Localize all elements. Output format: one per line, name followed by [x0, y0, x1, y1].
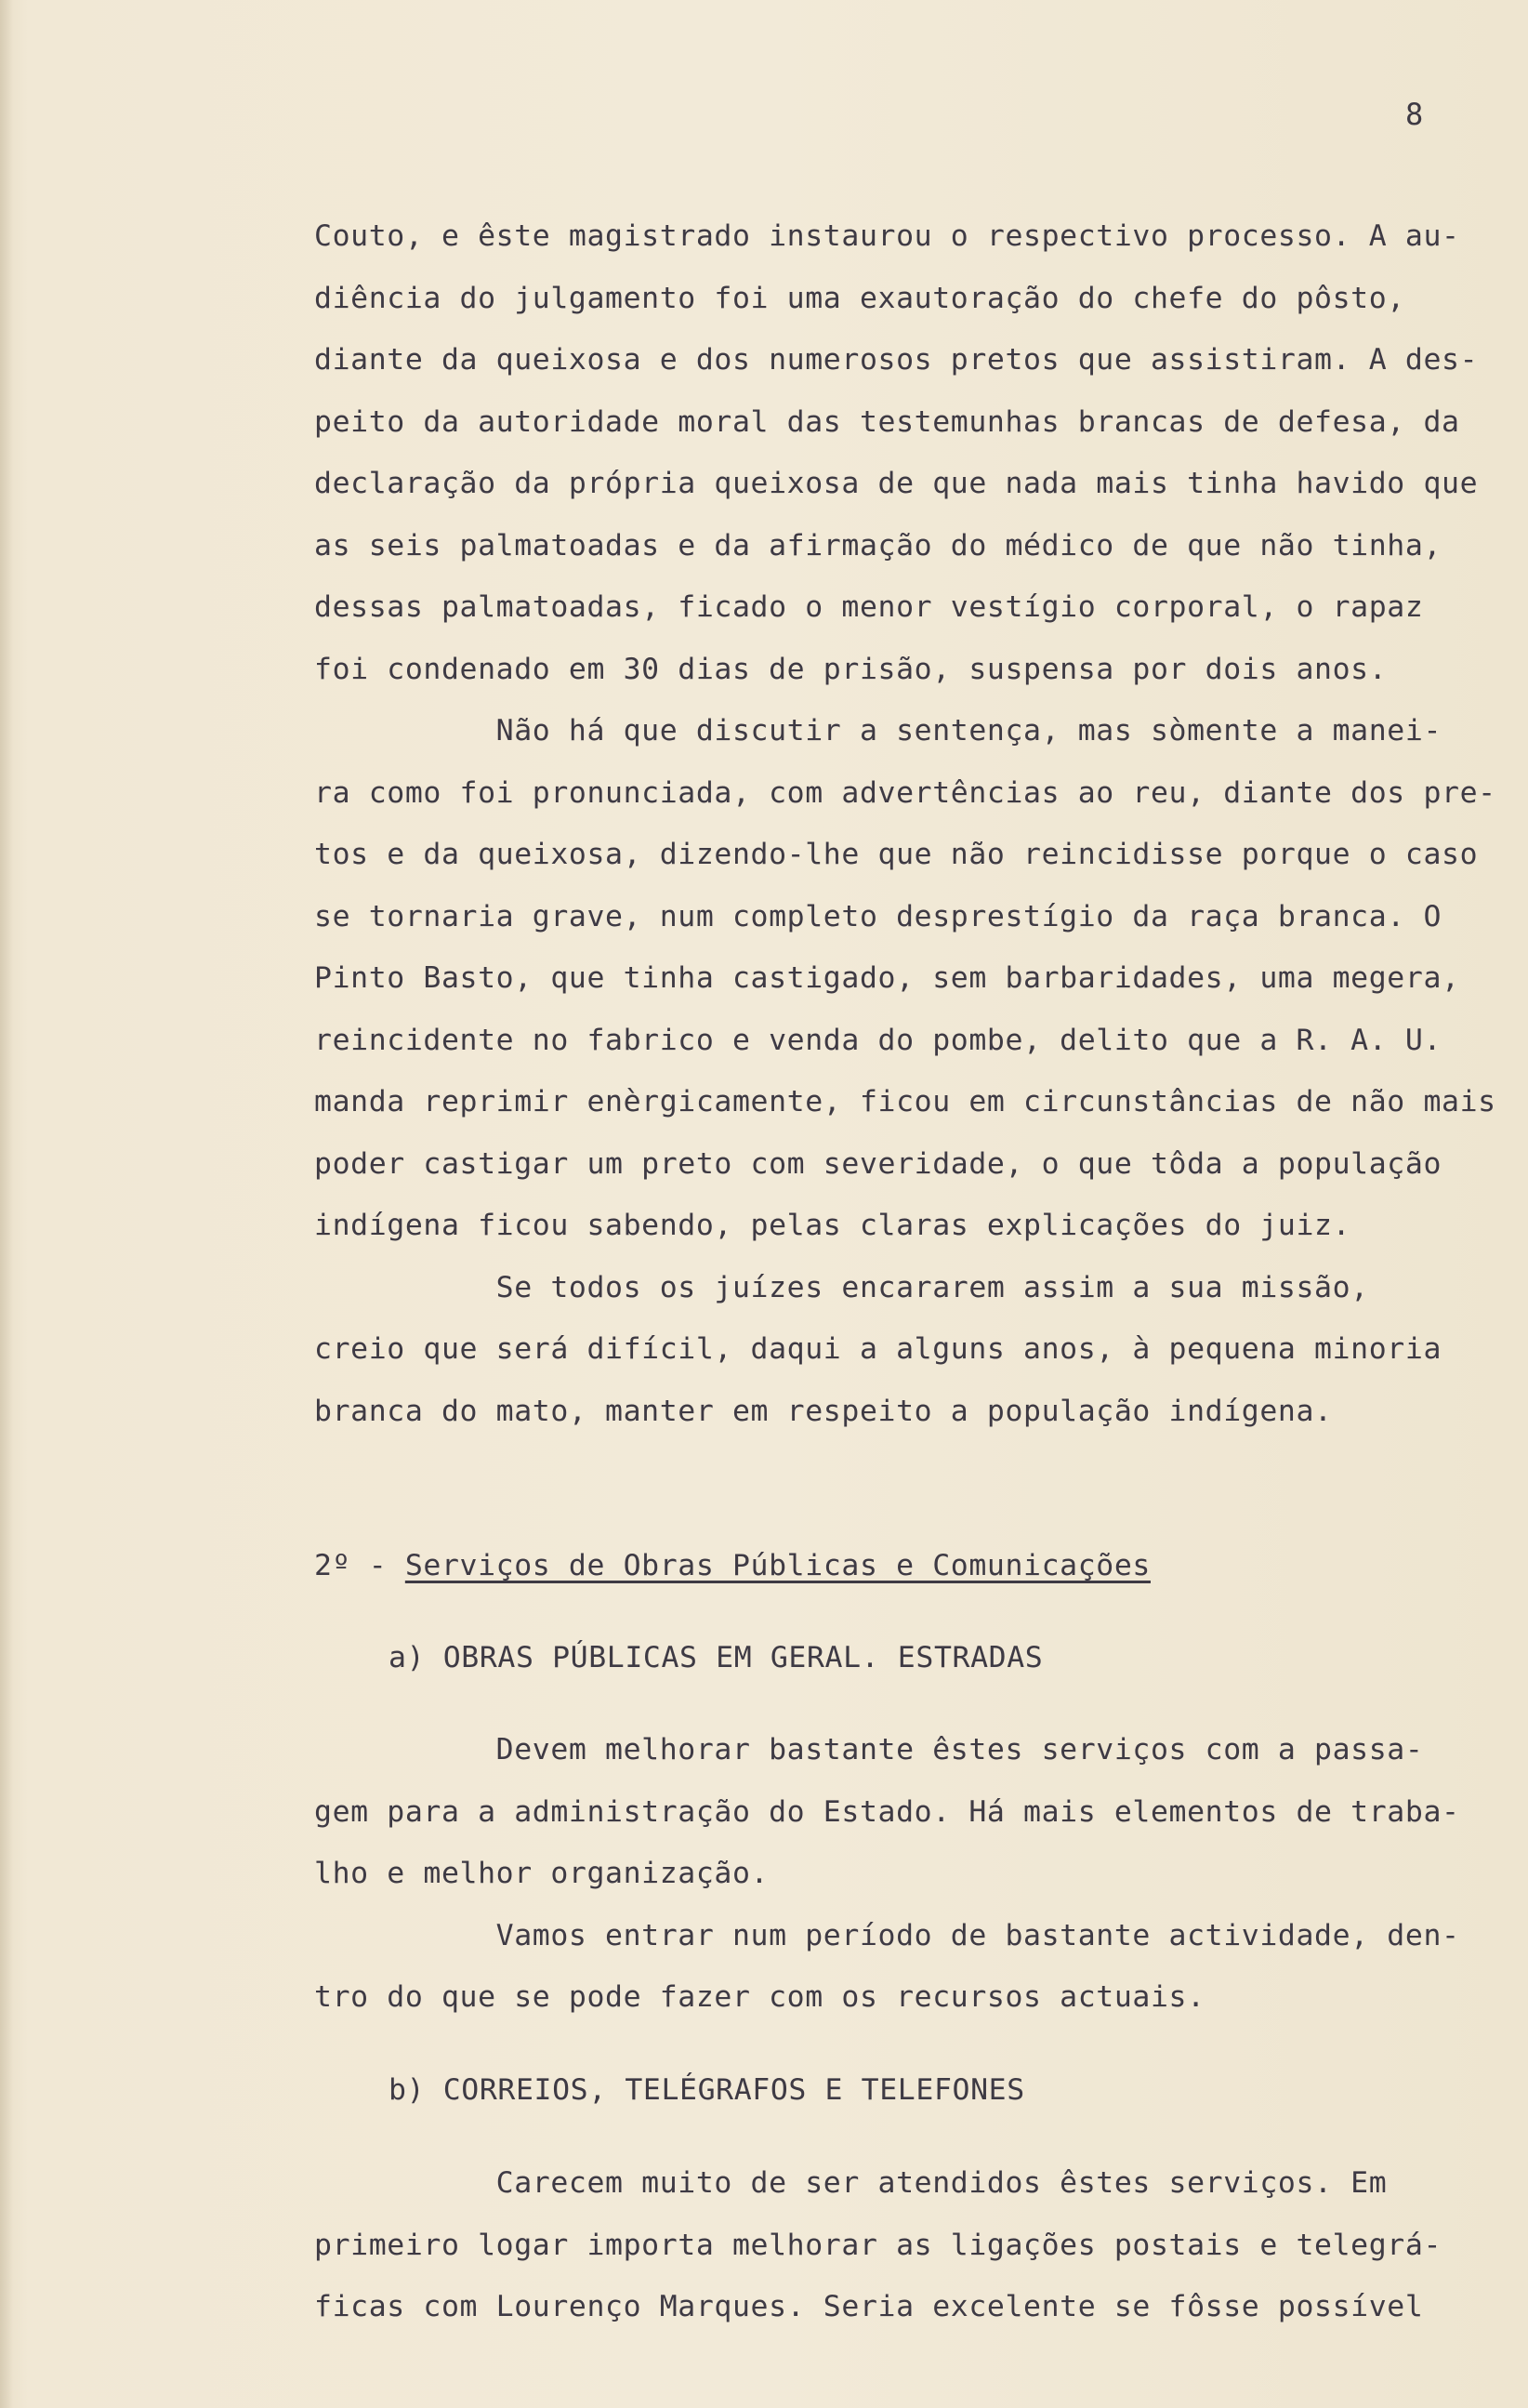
- text-line: as seis palmatoadas e da afirmação do médico de que não tinha,: [314, 529, 1442, 562]
- text-line: Não há que discutir a sentença, mas sòmente a manei-: [314, 714, 1442, 748]
- text-line: primeiro logar importa melhorar as ligações postais e telegrá-: [314, 2229, 1442, 2262]
- subsection-heading-a: a) OBRAS PÚBLICAS EM GERAL. ESTRADAS: [389, 1641, 1044, 1674]
- text-line: Devem melhorar bastante êstes serviços com a passa-: [314, 1733, 1424, 1766]
- text-line: creio que será difícil, daqui a alguns anos, à pequena minoria: [314, 1332, 1442, 1366]
- text-line: branca do mato, manter em respeito a população indígena.: [314, 1395, 1333, 1428]
- section-number: 2º -: [314, 1549, 405, 1582]
- page-number: 8: [1405, 97, 1425, 132]
- text-line: gem para a administração do Estado. Há mais elementos de traba-: [314, 1795, 1460, 1829]
- subsection-heading-b: b) CORREIOS, TELÉGRAFOS E TELEFONES: [389, 2073, 1025, 2107]
- text-line: manda reprimir enèrgicamente, ficou em circunstâncias de não mais: [314, 1085, 1496, 1118]
- section-title: Serviços de Obras Públicas e Comunicações: [404, 1549, 1151, 1582]
- text-line: Couto, e êste magistrado instaurou o respectivo processo. A au-: [314, 219, 1460, 253]
- text-line: foi condenado em 30 dias de prisão, suspensa por dois anos.: [314, 653, 1388, 686]
- text-line: diência do julgamento foi uma exautoração do chefe do pôsto,: [314, 282, 1405, 315]
- text-line: tro do que se pode fazer com os recursos actuais.: [314, 1980, 1205, 2014]
- text-line: indígena ficou sabendo, pelas claras explicações do juiz.: [314, 1209, 1351, 1242]
- text-line: ficas com Lourenço Marques. Seria excelente se fôsse possível: [314, 2290, 1424, 2323]
- text-line: reincidente no fabrico e venda do pombe, delito que a R. A. U.: [314, 1024, 1442, 1057]
- text-line: Vamos entrar num período de bastante actividade, den-: [314, 1919, 1460, 1952]
- text-line: poder castigar um preto com severidade, o que tôda a população: [314, 1147, 1442, 1181]
- text-line: peito da autoridade moral das testemunhas brancas de defesa, da: [314, 405, 1460, 439]
- text-line: se tornaria grave, num completo desprestígio da raça branca. O: [314, 900, 1442, 933]
- text-line: dessas palmatoadas, ficado o menor vestígio corporal, o rapaz: [314, 590, 1424, 624]
- text-line: Carecem muito de ser atendidos êstes serviços. Em: [314, 2166, 1388, 2200]
- text-line: diante da queixosa e dos numerosos pretos que assistiram. A des-: [314, 343, 1479, 377]
- text-line: Pinto Basto, que tinha castigado, sem barbaridades, uma megera,: [314, 961, 1460, 995]
- page-fold-shadow: [0, 0, 13, 2408]
- text-line: ra como foi pronunciada, com advertências ao reu, diante dos pre-: [314, 776, 1496, 810]
- section-heading: [314, 1547, 1151, 1584]
- text-line: Se todos os juízes encararem assim a sua missão,: [314, 1271, 1369, 1304]
- text-line: tos e da queixosa, dizendo-lhe que não reincidisse porque o caso: [314, 838, 1479, 871]
- text-line: lho e melhor organização.: [314, 1857, 770, 1890]
- text-line: declaração da própria queixosa de que nada mais tinha havido que: [314, 467, 1479, 500]
